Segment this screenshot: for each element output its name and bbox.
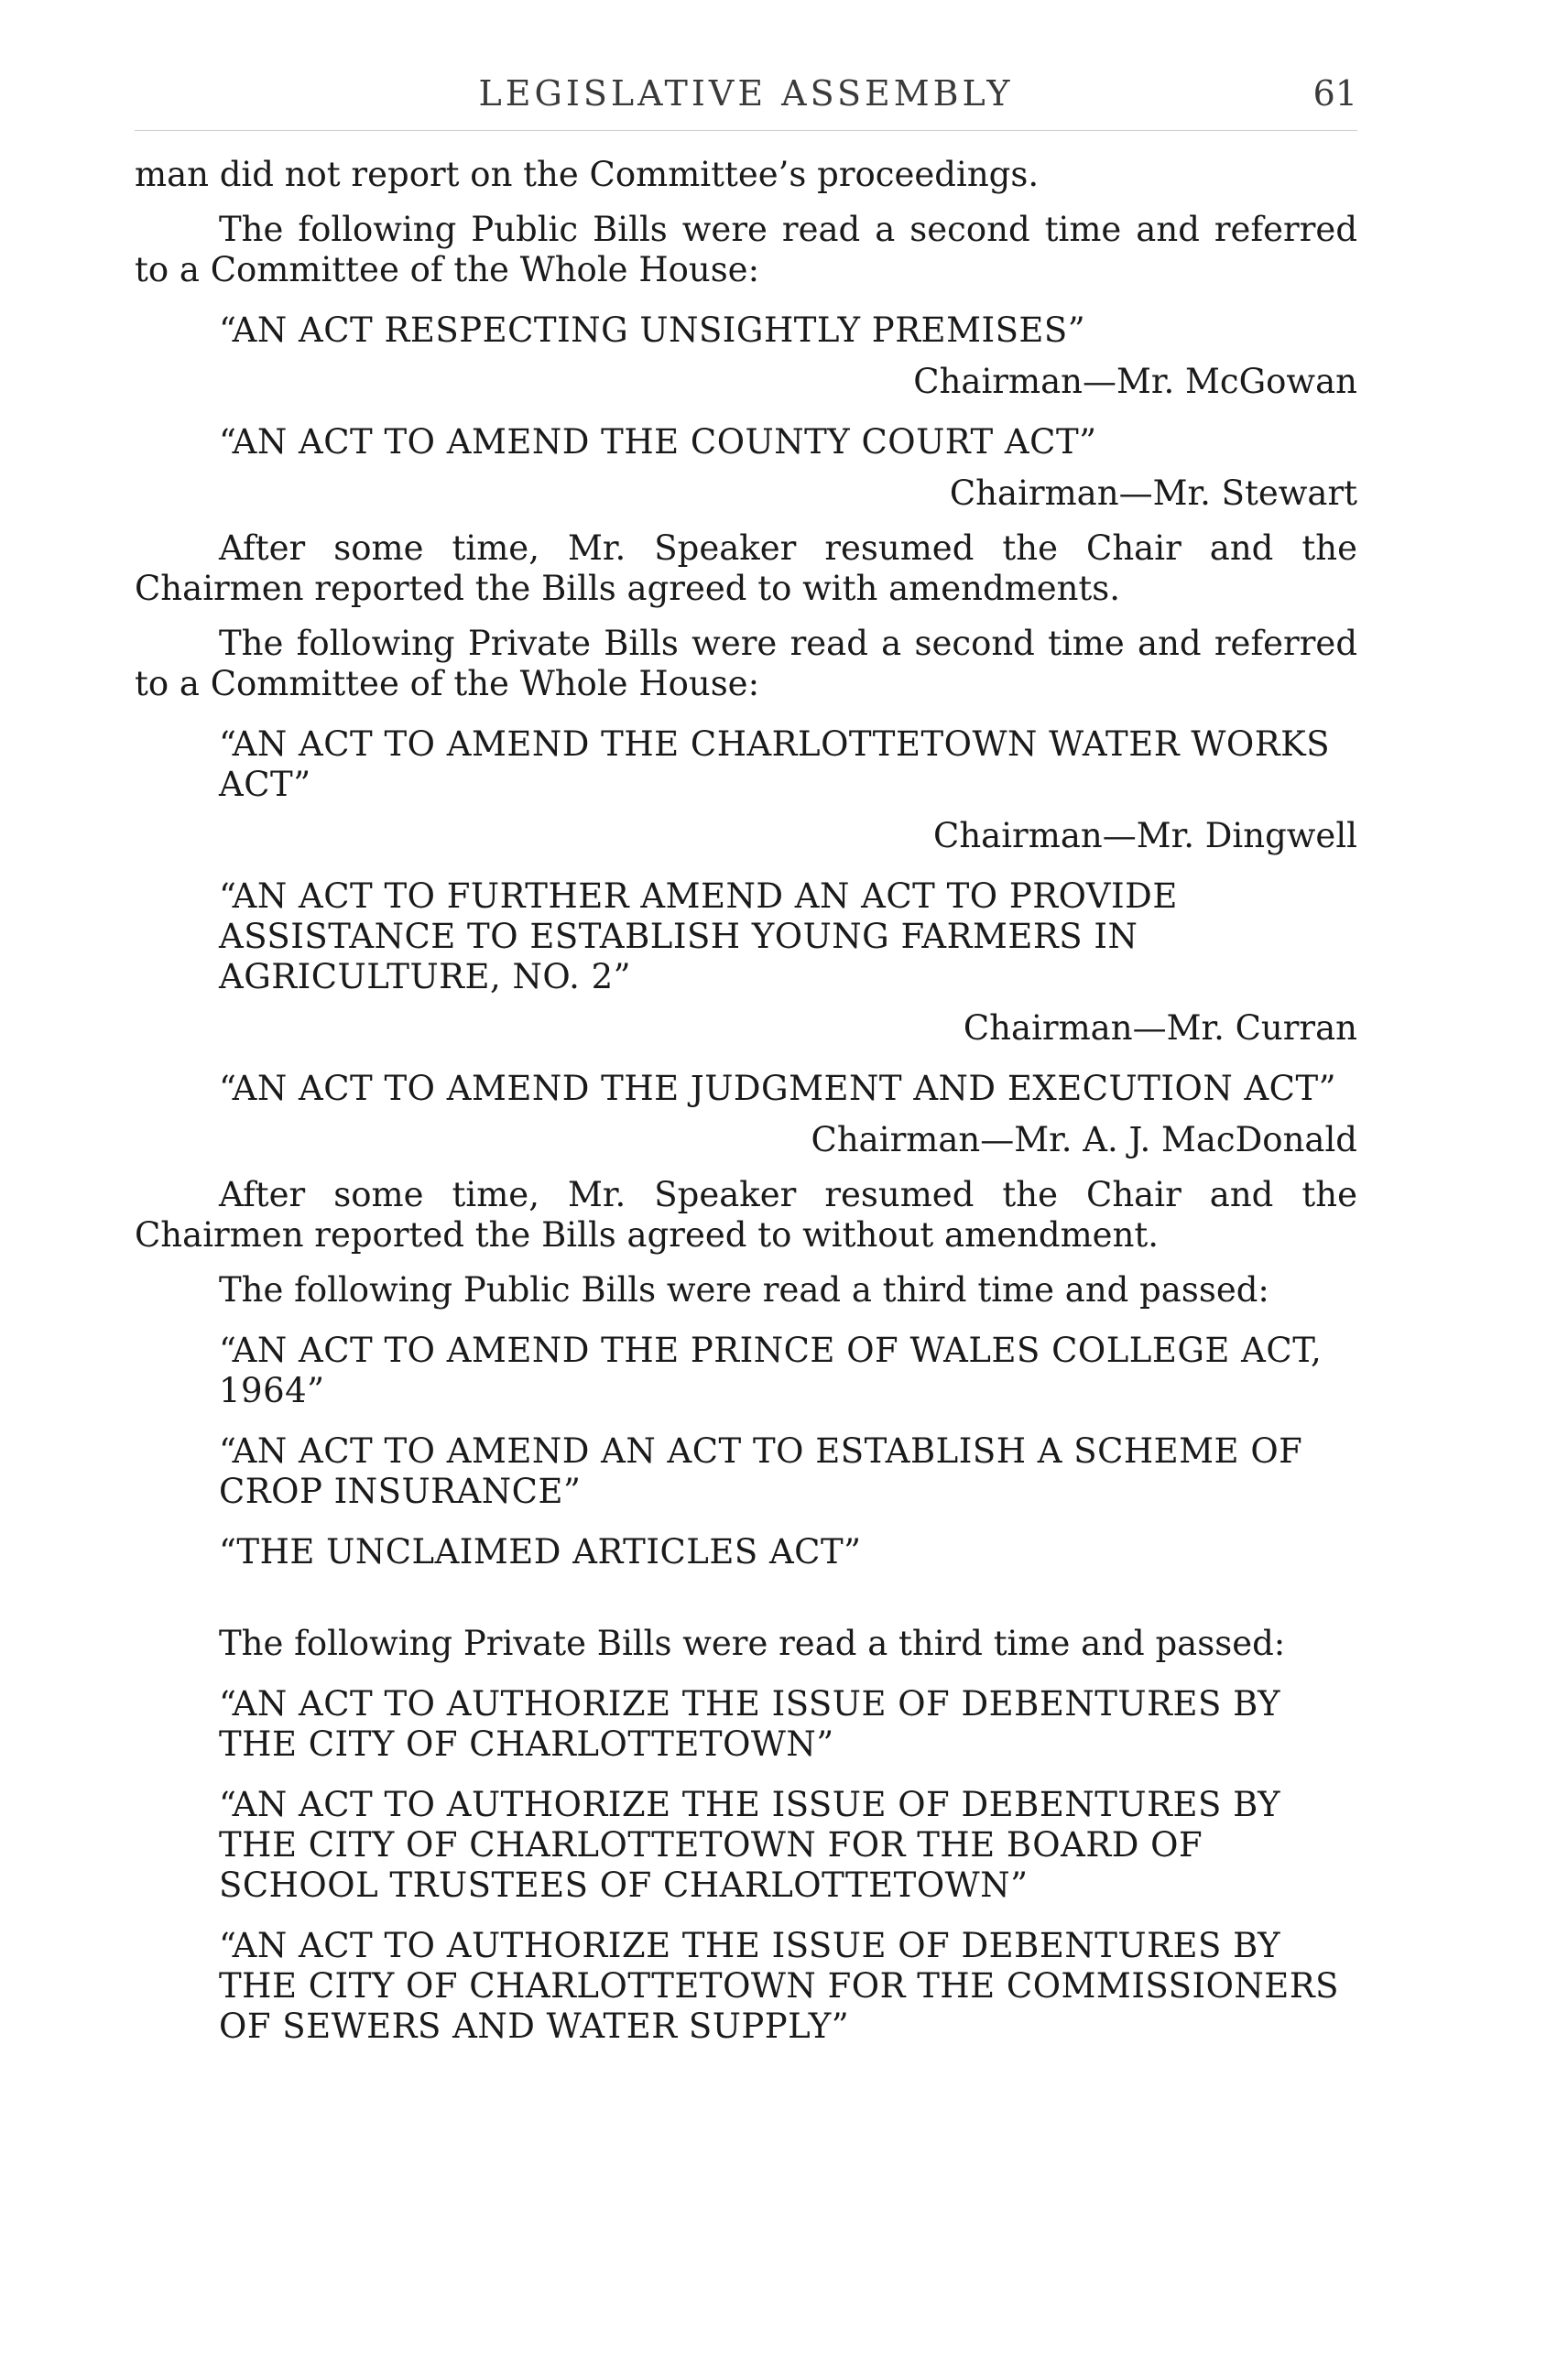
bill-title: “AN ACT TO AMEND AN ACT TO ESTABLISH A SCHEME OF CROP INSURANCE” bbox=[219, 1431, 1303, 1511]
bill-title: “AN ACT TO AMEND THE CHARLOTTETOWN WATER WORKS ACT” bbox=[219, 724, 1331, 804]
bill-title: “AN ACT RESPECTING UNSIGHTLY PREMISES” bbox=[219, 310, 1086, 350]
page-body bbox=[135, 155, 1357, 2047]
bill-chairman: Chairman—Mr. Curran bbox=[963, 1008, 1357, 1048]
page-number: 61 bbox=[1312, 73, 1357, 114]
bill-title: “AN ACT TO AMEND THE JUDGMENT AND EXECUTION ACT” bbox=[219, 1069, 1337, 1108]
paragraph-public-bills-third-reading: The following Public Bills were read a third time and passed: bbox=[219, 1270, 1269, 1310]
paragraph-committee-report: After some time, Mr. Speaker resumed the Chair and the Chairmen reported the Bills agreed to with amendments. bbox=[135, 528, 1357, 608]
document-page bbox=[135, 73, 1357, 2047]
bill-title: “AN ACT TO AUTHORIZE THE ISSUE OF DEBENTURES BY THE CITY OF CHARLOTTETOWN FOR THE COMMISSIONERS OF SEWERS AND WATER SUPPLY” bbox=[219, 1926, 1340, 2046]
paragraph-continuation: man did not report on the Committee’s proceedings. bbox=[135, 155, 1040, 194]
paragraph-private-bills-third-reading: The following Private Bills were read a third time and passed: bbox=[219, 1624, 1286, 1663]
bill-title: “THE UNCLAIMED ARTICLES ACT” bbox=[219, 1532, 862, 1572]
bill-chairman: Chairman—Mr. Dingwell bbox=[933, 816, 1357, 855]
bill-title: “AN ACT TO FURTHER AMEND AN ACT TO PROVIDE ASSISTANCE TO ESTABLISH YOUNG FARMERS IN AGRICULTURE, NO. 2” bbox=[219, 876, 1178, 996]
bill-title: “AN ACT TO AUTHORIZE THE ISSUE OF DEBENTURES BY THE CITY OF CHARLOTTETOWN FOR THE BOARD OF SCHOOL TRUSTEES OF CHARLOTTETOWN” bbox=[219, 1785, 1281, 1905]
running-head: LEGISLATIVE ASSEMBLY bbox=[478, 73, 1014, 114]
bill-chairman: Chairman—Mr. A. J. MacDonald bbox=[811, 1120, 1357, 1159]
bill-chairman: Chairman—Mr. Stewart bbox=[949, 473, 1357, 513]
paragraph-private-bills-second-reading: The following Private Bills were read a second time and referred to a Committee of the Whole House: bbox=[135, 624, 1357, 703]
bill-title: “AN ACT TO AMEND THE PRINCE OF WALES COLLEGE ACT, 1964” bbox=[219, 1331, 1323, 1410]
paragraph-committee-report: After some time, Mr. Speaker resumed the Chair and the Chairmen reported the Bills agreed to without amendment. bbox=[135, 1175, 1357, 1255]
section-gap bbox=[135, 1572, 1357, 1609]
paragraph-public-bills-second-reading: The following Public Bills were read a second time and referred to a Committee of the Whole House: bbox=[135, 210, 1357, 289]
bill-title: “AN ACT TO AMEND THE COUNTY COURT ACT” bbox=[219, 422, 1097, 462]
bill-title: “AN ACT TO AUTHORIZE THE ISSUE OF DEBENTURES BY THE CITY OF CHARLOTTETOWN” bbox=[219, 1684, 1281, 1764]
bill-chairman: Chairman—Mr. McGowan bbox=[913, 362, 1357, 401]
page-header bbox=[135, 73, 1357, 131]
